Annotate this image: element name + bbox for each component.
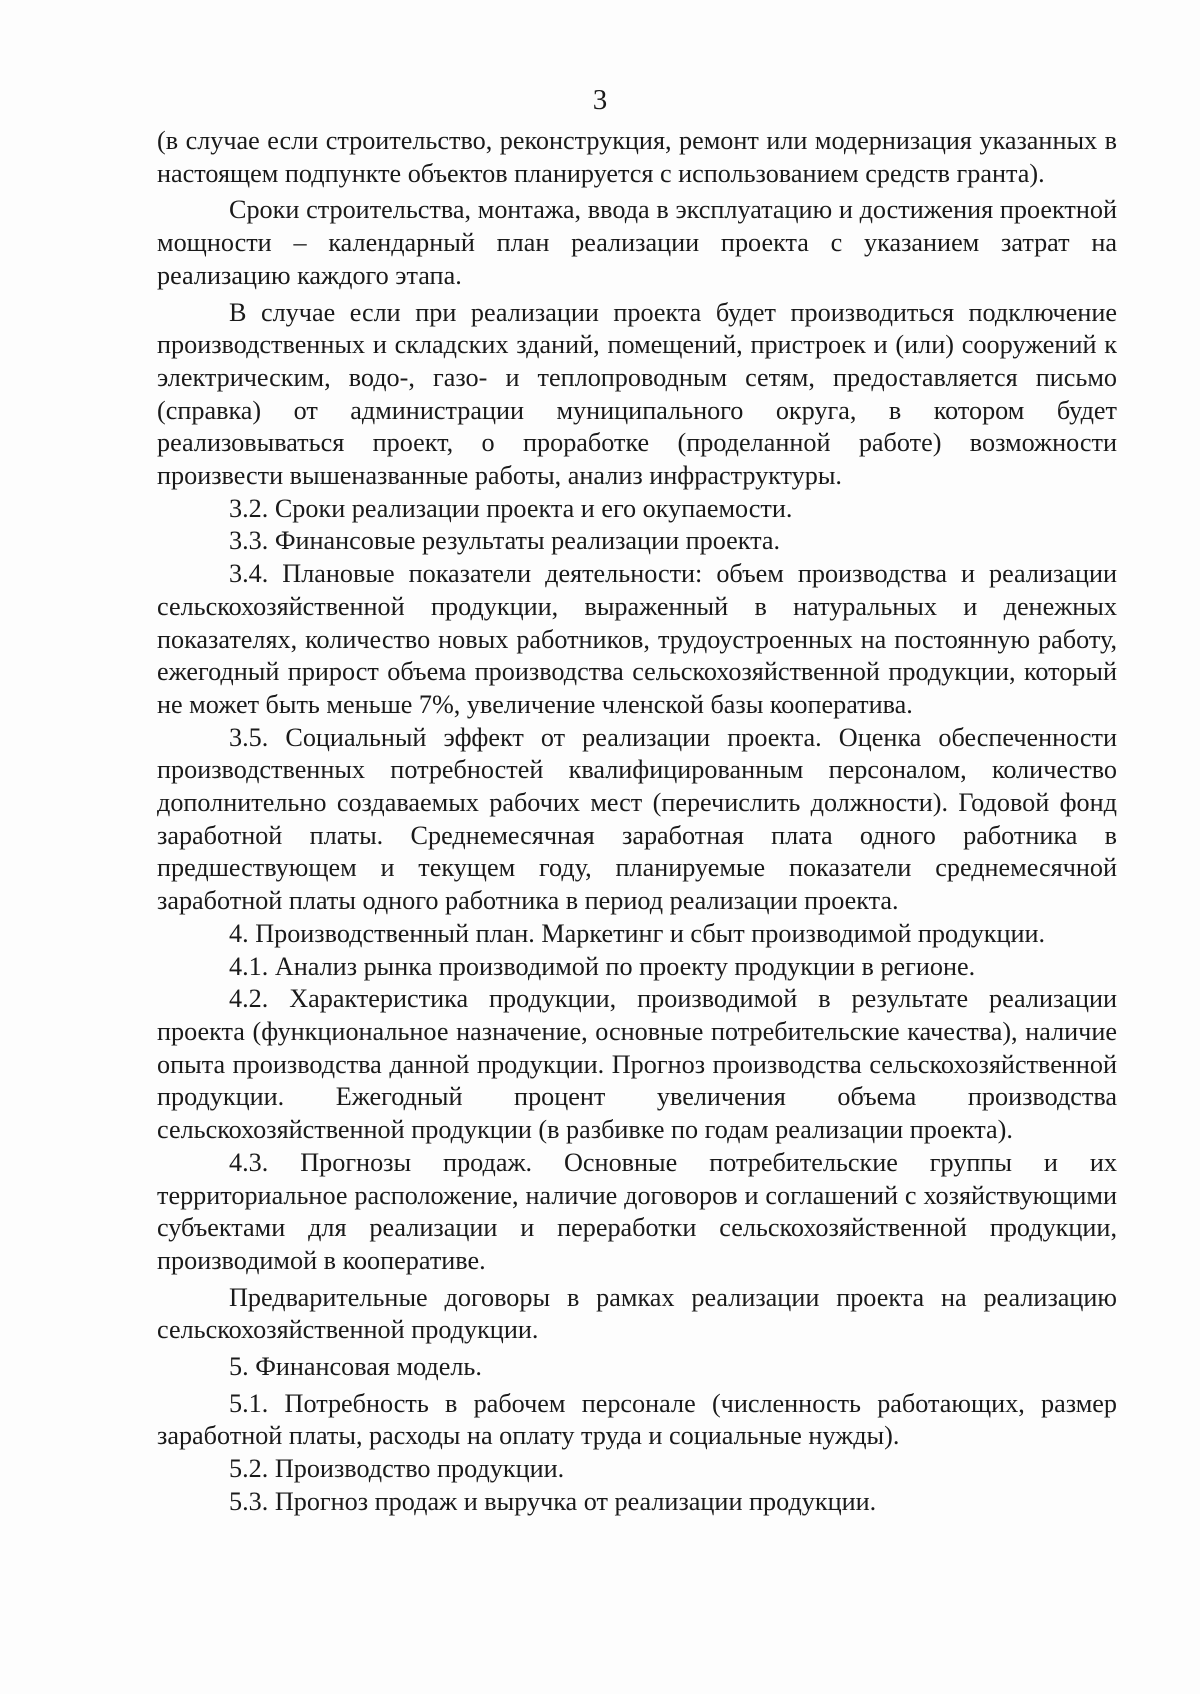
paragraph-4: 4. Производственный план. Маркетинг и сбыт производимой продукции.	[229, 918, 1046, 948]
paragraph-utility-connection: В случае если при реализации проекта будет производиться подключение производственных и складских зданий, помещений, пристроек и (или) сооружений к электрическим, водо-, газо- и теплопроводным сетям, предоставляется письмо (справка) от администрации муниципального округа, в котором будет реализовываться проект, о проработке (проделанной работе) возможности произвести вышеназванные работы, анализ инфраструктуры.	[157, 297, 1117, 491]
document-body	[157, 125, 1117, 1519]
paragraph-4-1: 4.1. Анализ рынка производимой по проекту продукции в регионе.	[229, 951, 976, 981]
paragraph-3-5: 3.5. Социальный эффект от реализации проекта. Оценка обеспеченности производственных потребностей квалифицированным персоналом, количество дополнительно создаваемых рабочих мест (перечислить должности). Годовой фонд заработной платы. Среднемесячная заработная плата одного работника в предшествующем и текущем году, планируемые показатели среднемесячной заработной платы одного работника в период реализации проекта.	[157, 722, 1117, 916]
paragraph-3-3: 3.3. Финансовые результаты реализации проекта.	[229, 526, 781, 556]
page-number: 3	[592, 84, 608, 116]
paragraph-3-4: 3.4. Плановые показатели деятельности: объем производства и реализации сельскохозяйственной продукции, выраженный в натуральных и денежных показателях, количество новых работников, трудоустроенных на постоянную работу, ежегодный прирост объема производства сельскохозяйственной продукции, который не может быть меньше 7%, увеличение членской базы кооператива.	[157, 559, 1117, 719]
paragraph-5-3: 5.3. Прогноз продаж и выручка от реализации продукции.	[229, 1486, 877, 1516]
paragraph-3-2: 3.2. Сроки реализации проекта и его окупаемости.	[229, 493, 793, 523]
paragraph-4-3: 4.3. Прогнозы продаж. Основные потребительские группы и их территориальное расположение, наличие договоров и соглашений с хозяйствующими субъектами для реализации и переработки сельскохозяйственной продукции, производимой в кооперативе.	[157, 1147, 1117, 1275]
paragraph-continuation: (в случае если строительство, реконструкция, ремонт или модернизация указанных в настоящем подпункте объектов планируется с использованием средств гранта).	[157, 126, 1117, 188]
paragraph-5-1: 5.1. Потребность в рабочем персонале (численность работающих, размер заработной платы, расходы на оплату труда и социальные нужды).	[157, 1388, 1117, 1451]
paragraph-4-2: 4.2. Характеристика продукции, производимой в результате реализации проекта (функциональное назначение, основные потребительские качества), наличие опыта производства данной продукции. Прогноз производства сельскохозяйственной продукции. Ежегодный процент увеличения объема производства сельскохозяйственной продукции (в разбивке по годам реализации проекта).	[157, 984, 1117, 1145]
paragraph-construction-timeline: Сроки строительства, монтажа, ввода в эксплуатацию и достижения проектной мощности – календарный план реализации проекта с указанием затрат на реализацию каждого этапа.	[157, 195, 1117, 290]
paragraph-5: 5. Финансовая модель.	[229, 1352, 482, 1382]
paragraph-5-2: 5.2. Производство продукции.	[229, 1454, 565, 1484]
paragraph-preliminary-contracts: Предварительные договоры в рамках реализации проекта на реализацию сельскохозяйственной продукции.	[157, 1282, 1117, 1345]
